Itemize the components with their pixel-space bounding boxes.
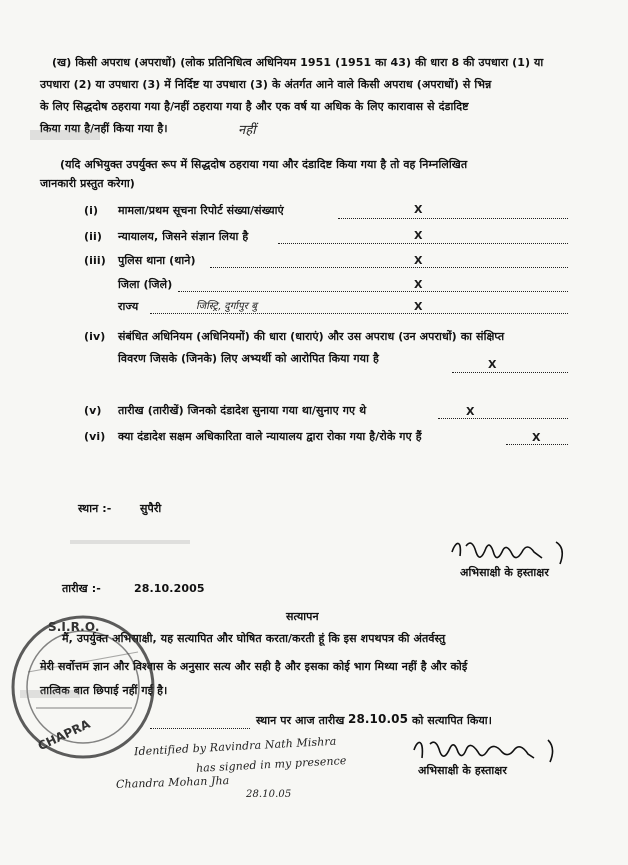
item-vi-num: (vi) <box>84 430 106 443</box>
item-iv-blank <box>452 372 568 373</box>
seal-ring <box>8 612 158 762</box>
official-seal <box>8 612 158 762</box>
item-iv-line-1: संबंधित अधिनियम (अधिनियमों) की धारा (धाराएं) और उस अपराध (उन अपराधों) का संक्षिप्त <box>118 330 505 343</box>
handnote-line-2: has signed in my presence <box>195 754 347 775</box>
verification-title: सत्यापन <box>286 610 319 623</box>
seal-top-text: S.I.R.O. <box>48 620 100 634</box>
verification-line-1: मैं, उपर्युक्त अभिसाक्षी, यह सत्यापित और घोषित करता/करती हूं कि इस शपथपत्र की अंतर्वस्तु <box>62 632 446 645</box>
item-i-blank <box>338 218 568 219</box>
item-i-num: (i) <box>84 204 99 217</box>
verification-line-2: मेरी सर्वोत्तम ज्ञान और विश्वास के अनुसार सत्य और सही है और इसका कोई भाग मिथ्या नहीं है और कोई <box>40 660 468 673</box>
state-label: राज्य <box>118 300 139 313</box>
item-vi-blank <box>506 444 568 445</box>
date-value: 28.10.2005 <box>134 582 205 595</box>
item-iii-blank <box>210 267 568 268</box>
handnote-line-4: 28.10.05 <box>246 789 292 800</box>
intro-line-1: (ख) किसी अपराध (अपराधों) (लोक प्रतिनिधित्व अधिनियम 1951 (1951 का 43) की धारा 8 की उपधारा (1) या <box>52 56 544 69</box>
item-v-blank <box>438 418 568 419</box>
state-value: X <box>414 300 423 313</box>
state-handwritten: जिस्ट्रि, दुर्गापुर बु <box>196 301 258 312</box>
seal-bottom-text: CHAPRA <box>35 716 93 754</box>
item-v-label: तारीख (तारीखें) जिनको दंडादेश सुनाया गया था/सुनाए गए थे <box>118 404 367 417</box>
verification-line-4-mid: स्थान पर आज तारीख <box>256 714 345 727</box>
district-value: X <box>414 278 423 291</box>
verification-line-4-end: को सत्यापित किया। <box>412 714 492 727</box>
signature-1-scribble <box>448 536 578 570</box>
verification-date: 28.10.05 <box>348 712 409 726</box>
item-iii-num: (iii) <box>84 254 106 267</box>
item-iv-value: X <box>488 358 497 371</box>
item-ii-num: (ii) <box>84 230 102 243</box>
signature-2-scribble <box>408 736 564 766</box>
intro-line-3: के लिए सिद्धदोष ठहराया गया है/नहीं ठहराया गया है और एक वर्ष या अधिक के लिए कारावास से दंडादिष्ट <box>40 100 469 113</box>
item-iii-value: X <box>414 254 423 267</box>
handnote-line-1: Identified by Ravindra Nath Mishra <box>133 734 337 759</box>
intro-handwritten-no: नहीं <box>238 123 256 138</box>
item-v-num: (v) <box>84 404 102 417</box>
district-label: जिला (जिले) <box>118 278 173 291</box>
note-line-2: जानकारी प्रस्तुत करेगा) <box>40 177 135 190</box>
item-ii-value: X <box>414 229 423 242</box>
item-vi-label: क्या दंडादेश सक्षम अधिकारिता वाले न्यायालय द्वारा रोका गया है/रोके गए हैं <box>118 430 422 443</box>
item-iv-num: (iv) <box>84 330 106 343</box>
signature-2-label: अभिसाक्षी के हस्ताक्षर <box>418 764 507 777</box>
state-blank <box>150 313 568 314</box>
item-ii-blank <box>278 243 568 244</box>
date-label: तारीख :- <box>62 582 101 595</box>
place-label: स्थान :- <box>78 502 112 515</box>
item-iv-line-2: विवरण जिसके (जिनके) लिए अभ्यर्थी को आरोपित किया गया है <box>118 352 379 365</box>
item-v-value: X <box>466 405 475 418</box>
item-i-value: X <box>414 203 423 216</box>
district-blank <box>178 291 568 292</box>
intro-line-4: किया गया है/नहीं किया गया है। <box>40 122 168 135</box>
handnote-line-3: Chandra Mohan Jha <box>115 774 230 791</box>
intro-line-2: उपधारा (2) या उपधारा (3) में निर्दिष्ट या उपधारा (3) के अंतर्गत आने वाले किसी अपराध (अपराधों) से भिन्न <box>40 78 492 91</box>
place-value: सुपैरी <box>140 502 162 515</box>
verification-line-3: तात्विक बात छिपाई नहीं गई है। <box>40 684 168 697</box>
scan-noise <box>20 690 80 698</box>
item-ii-label: न्यायालय, जिसने संज्ञान लिया है <box>118 230 249 243</box>
note-line-1: (यदि अभियुक्त उपर्युक्त रूप में सिद्धदोष ठहराया गया और दंडादिष्ट किया गया है तो वह निम्नलिखित <box>60 158 468 171</box>
signature-1-label: अभिसाक्षी के हस्ताक्षर <box>460 566 549 579</box>
item-iii-label: पुलिस थाना (थाने) <box>118 254 196 267</box>
verification-place-blank <box>150 728 250 729</box>
item-vi-value: X <box>532 431 541 444</box>
scan-noise <box>70 540 190 544</box>
scan-noise <box>30 130 100 140</box>
item-i-label: मामला/प्रथम सूचना रिपोर्ट संख्या/संख्याएं <box>118 204 284 217</box>
